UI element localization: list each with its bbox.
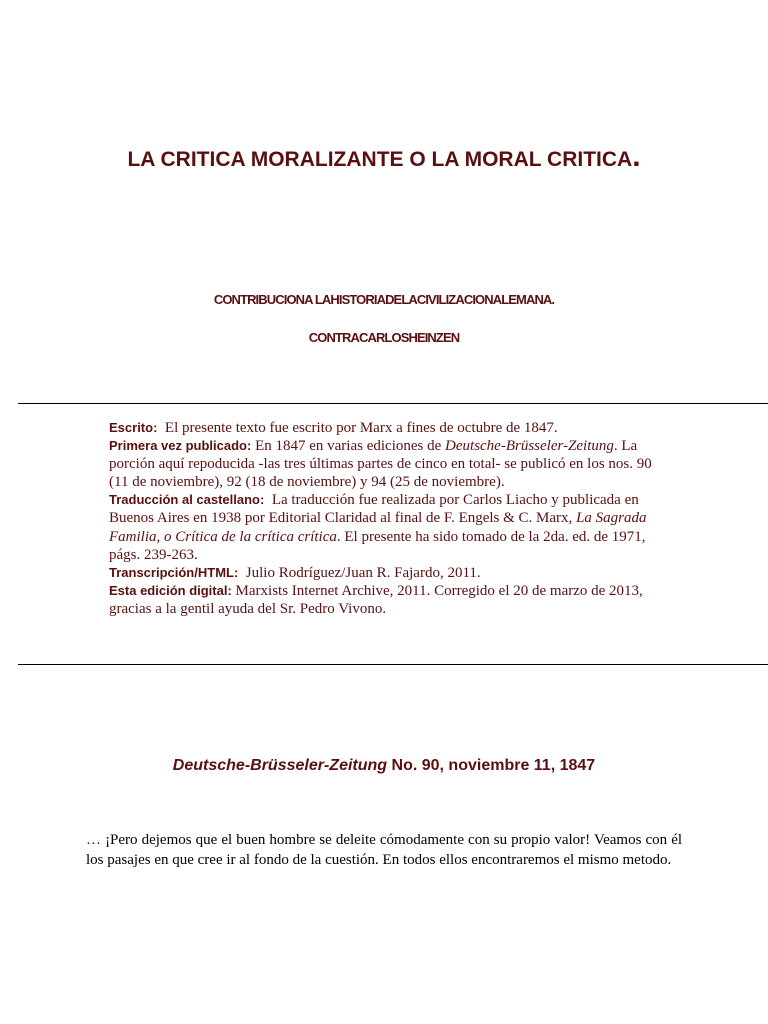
meta-translation-label: Traducción al castellano:: [109, 492, 265, 508]
meta-written-label: Escrito:: [109, 420, 158, 435]
meta-first-published-details: . La porción aquí repoducida -las tres últimas partes de cinco en total- se publicó en los nos. 90 (11 de noviembre), 92 (18 de noviembre) y 94 (25 de noviembre).: [109, 438, 652, 491]
meta-translation: [109, 491, 661, 563]
meta-written: [109, 419, 661, 437]
meta-digital-edition-text: Marxists Internet Archive, 2011. Corregido el 20 de marzo de 2013, gracias a la gentil ayuda del Sr. Pedro Vivono.: [109, 582, 643, 617]
body-paragraph: [86, 831, 682, 870]
meta-first-published: [109, 437, 661, 491]
document-title-text: LA CRITICA MORALIZANTE O LA MORAL CRITICA: [127, 148, 633, 171]
meta-transcription: [109, 564, 661, 582]
meta-written-text: El presente texto fue escrito por Marx a fines de octubre de 1847.: [164, 420, 558, 436]
document-title: [0, 140, 768, 173]
divider-top: [18, 403, 768, 404]
divider-bottom: [18, 664, 768, 665]
subtitle-contribution: CONTRIBUCIONA LAHISTORIADELACIVILIZACIONALEMANA.: [213, 292, 555, 307]
section-heading: [0, 757, 768, 775]
meta-digital-edition: [109, 582, 661, 618]
subtitle-against-heinzen: CONTRACARLOSHEINZEN: [308, 330, 460, 345]
meta-first-published-text: En 1847 en varias ediciones de: [255, 438, 442, 455]
section-heading-issue: No. 90, noviembre 11, 1847: [391, 757, 596, 774]
meta-first-published-label: Primera vez publicado:: [109, 438, 252, 454]
meta-translation-source: . El presente ha sido tomado de la 2da. ed. de 1971, págs. 239-263.: [109, 528, 646, 563]
meta-first-published-newspaper: Deutsche-Brüsseler-Zeitung: [445, 438, 614, 455]
meta-transcription-text: Julio Rodríguez/Juan R. Fajardo, 2011.: [245, 564, 481, 581]
body-ellipsis: …: [86, 832, 101, 848]
meta-translation-text: La traducción fue realizada por Carlos Liacho y publicada en Buenos Aires en 1938 por Editorial Claridad al final de F. Engels & C. Marx,: [109, 492, 639, 527]
body-paragraph-text: ¡Pero dejemos que el buen hombre se deleite cómodamente con su propio valor! Veamos con él los pasajes en que cree ir al fondo de la cuestión. En todos ellos encontraremos el mismo metodo.: [86, 832, 683, 868]
meta-translation-book-title: La Sagrada Familia, o Crítica de la crítica crítica: [109, 510, 647, 545]
metadata-block: [109, 419, 661, 618]
document-title-period: .: [632, 140, 641, 173]
meta-transcription-label: Transcripción/HTML:: [109, 564, 239, 580]
meta-digital-edition-label: Esta edición digital:: [109, 582, 232, 598]
section-heading-newspaper: Deutsche-Brüsseler-Zeitung: [172, 757, 388, 774]
